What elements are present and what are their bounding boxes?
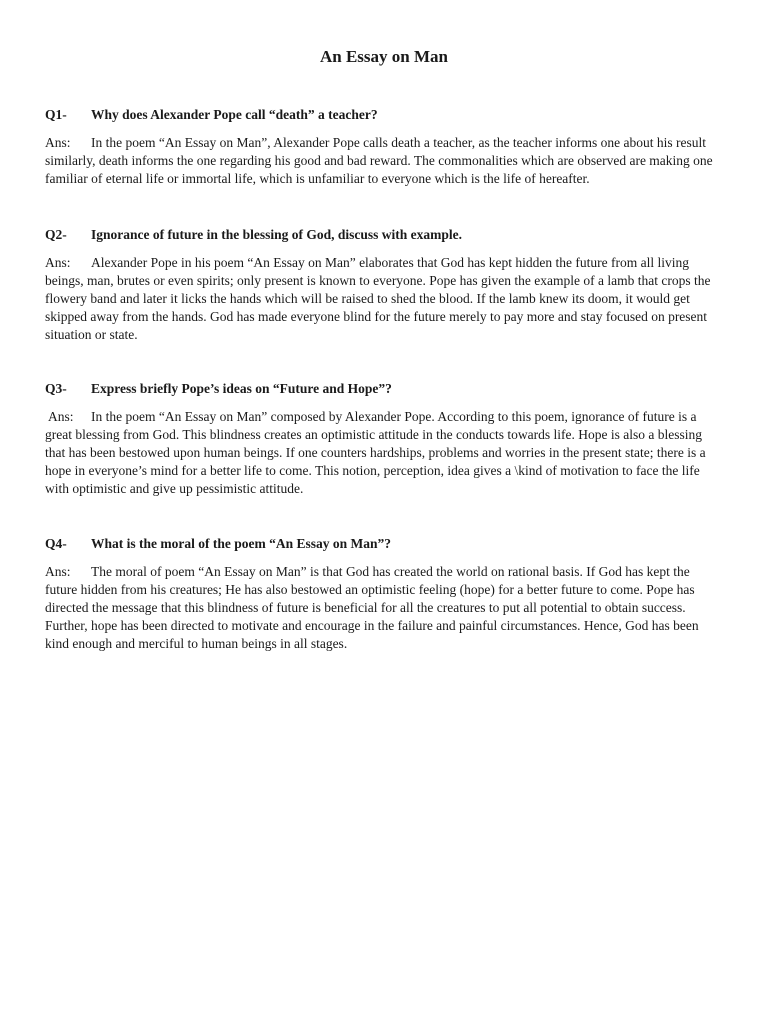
qa-block-4 xyxy=(45,535,725,653)
qa-block-2 xyxy=(45,226,725,344)
question-text: Express briefly Pope’s ideas on “Future and Hope”? xyxy=(91,381,392,396)
answer-text: In the poem “An Essay on Man” composed by Alexander Pope. According to this poem, ignorance of future is a great blessing from God. This blindness creates an optimistic attitude in the conducts towards life. Hope is also a blessing that has been bestowed upon human beings. If one counters hardships, problems and worries in the present state; there is a hope in everyone’s mind for a better life to come. This notion, perception, idea gives a \kind of motivation to face the life with optimistic and give up pessimistic attitude. xyxy=(45,409,706,496)
question-number: Q3- xyxy=(45,381,67,396)
answer-label: Ans: xyxy=(45,255,71,270)
question-2 xyxy=(45,226,725,244)
qa-block-1 xyxy=(45,106,725,188)
question-text: Ignorance of future in the blessing of God, discuss with example. xyxy=(91,227,463,242)
answer-text: In the poem “An Essay on Man”, Alexander Pope calls death a teacher, as the teacher informs one about his result similarly, death informs the one regarding his good and bad reward. The commonalities which are observed are making one familiar of eternal life or immortal life, which is unfamiliar to everyone which is the life of hereafter. xyxy=(45,135,713,186)
answer-text: The moral of poem “An Essay on Man” is that God has created the world on rational basis. If God has kept the future hidden from his creatures; He has also bestowed an optimistic feeling (hope) for a better future to come. Pope has directed the message that this blindness of future is beneficial for all the creatures to put all potential to obtain success. Further, hope has been directed to motivate and encourage in the failure and painful circumstances. Hence, God has been kind enough and merciful to human beings in all stages. xyxy=(45,564,699,651)
question-text: Why does Alexander Pope call “death” a teacher? xyxy=(91,107,378,122)
question-3 xyxy=(45,380,725,398)
answer-3 xyxy=(45,408,725,498)
document-title: An Essay on Man xyxy=(319,47,448,66)
answer-2 xyxy=(45,254,725,344)
question-number: Q1- xyxy=(45,107,67,122)
question-1 xyxy=(45,106,725,124)
question-4 xyxy=(45,535,725,553)
question-text: What is the moral of the poem “An Essay on Man”? xyxy=(91,536,392,551)
question-number: Q4- xyxy=(45,536,67,551)
answer-4 xyxy=(45,563,725,653)
answer-label: Ans: xyxy=(45,564,71,579)
answer-1 xyxy=(45,134,725,188)
answer-label: Ans: xyxy=(45,135,71,150)
answer-text: Alexander Pope in his poem “An Essay on Man” elaborates that God has kept hidden the future from all living beings, man, brutes or even spirits; only present is known to everyone. Pope has given the example of a lamb that crops the flowery band and later it licks the hands which will be raised to shed the blood. If the lamb knew its doom, it would get skipped away from the hands. God has made everyone blind for the future merely to pay more and stay focused on present situation or state. xyxy=(45,255,711,342)
question-number: Q2- xyxy=(45,227,67,242)
qa-block-3 xyxy=(45,380,725,498)
answer-label: Ans: xyxy=(48,409,74,424)
